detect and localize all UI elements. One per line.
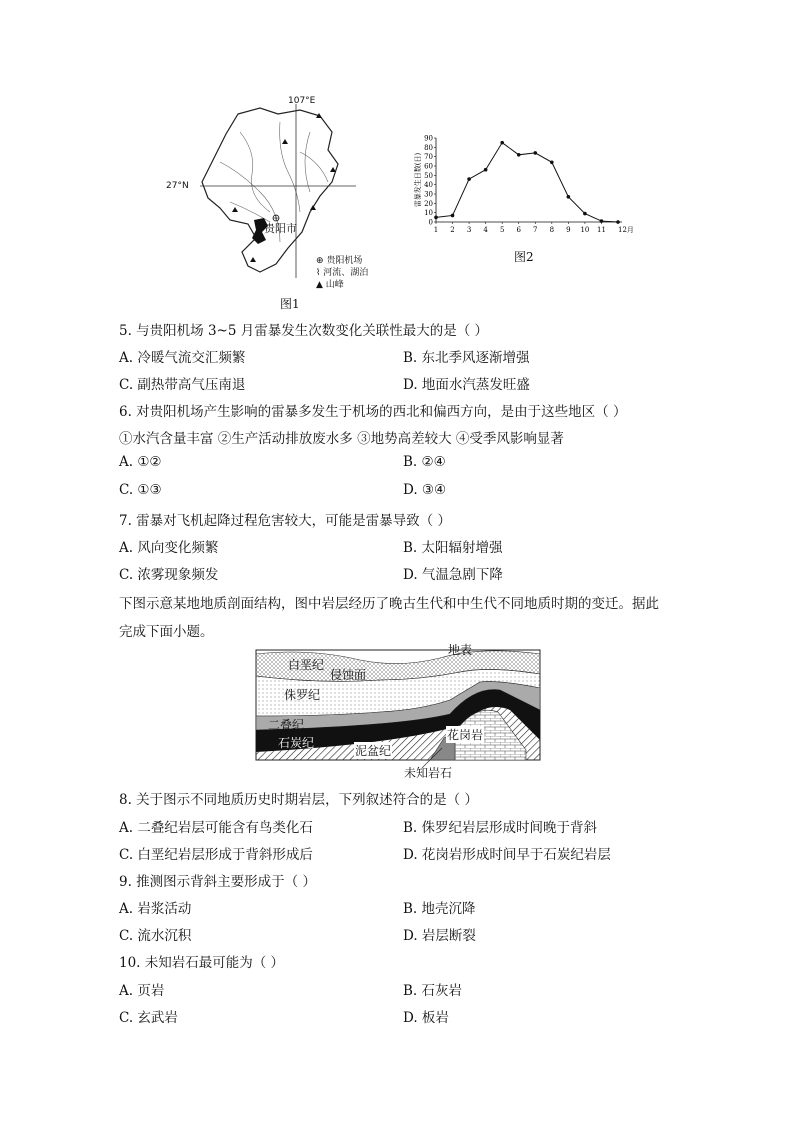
q10-stem: 10. 未知岩石最可能为（ ） (119, 955, 285, 971)
q8-option-c[interactable]: C. 白垩纪岩层形成于背斜形成后 (119, 847, 313, 863)
q9-option-a[interactable]: A. 岩浆活动 (119, 901, 192, 917)
x-tick-label: 4 (483, 226, 488, 234)
figure2-chart (396, 130, 646, 270)
q8-option-a[interactable]: A. 二叠纪岩层可能含有鸟类化石 (119, 820, 313, 836)
q5-option-c[interactable]: C. 副热带高气压南退 (119, 377, 246, 393)
lon-label: 107°E (288, 96, 316, 106)
data-point (517, 153, 521, 157)
q6-stem: 6. 对贵阳机场产生影响的雷暴多发生于机场的西北和偏西方向，是由于这些地区（ ） (119, 404, 627, 420)
intro-line-1: 下图示意某地地质剖面结构，图中岩层经历了晚古生代和中生代不同地质时期的变迁。据此 (119, 596, 659, 612)
data-point (533, 151, 537, 155)
legend-airport: ⊕ 贵阳机场 (316, 256, 363, 266)
q7-option-b[interactable]: B. 太阳辐射增强 (403, 540, 503, 556)
q6-option-b[interactable]: B. ②④ (403, 454, 446, 470)
q5-option-a[interactable]: A. 冷暖气流交汇频繁 (119, 350, 246, 366)
peak-icons (232, 113, 336, 262)
chart-svg (396, 130, 646, 242)
y-tick-label: 40 (424, 181, 433, 190)
x-tick-label: 3 (466, 226, 472, 234)
legend-peak-label: 山峰 (325, 280, 344, 290)
y-axis-label: 雷暴发生日数(日) (414, 152, 422, 208)
q6-note: ①水汽含量丰富 ②生产活动排放废水多 ③地势高差较大 ④受季风影响显著 (119, 431, 564, 447)
q6-option-d[interactable]: D. ③④ (403, 482, 447, 498)
q8-option-d[interactable]: D. 花岗岩形成时间早于石炭纪岩层 (403, 847, 611, 863)
q10-option-d[interactable]: D. 板岩 (403, 1010, 449, 1026)
lat-label: 27°N (166, 181, 189, 191)
legend-river: ⌇ 河流、湖泊 (316, 268, 369, 278)
q10-option-b[interactable]: B. 石灰岩 (403, 983, 463, 999)
x-tick-label: 2 (450, 226, 455, 234)
figure2-caption: 图2 (514, 250, 534, 264)
label-jurassic: 侏罗纪 (284, 688, 321, 702)
x-tick-label: 12月 (618, 226, 634, 234)
q7-option-d[interactable]: D. 气温急剧下降 (403, 567, 503, 583)
y-tick-label: 20 (424, 199, 433, 208)
region-outline (202, 108, 338, 272)
x-tick-label: 1 (433, 226, 439, 234)
q9-stem: 9. 推测图示背斜主要形成于（ ） (119, 874, 316, 890)
x-tick-label: 10 (580, 226, 590, 234)
q8-stem: 8. 关于图示不同地质历史时期岩层，下列叙述符合的是（ ） (119, 792, 478, 808)
q5-stem: 5. 与贵阳机场 3~5 月雷暴发生次数变化关联性最大的是（ ） (119, 323, 489, 339)
y-tick-label: 30 (424, 190, 433, 199)
x-tick-label: 8 (549, 226, 555, 234)
data-point (567, 195, 571, 199)
data-point (451, 214, 455, 218)
label-permian: 二叠纪 (268, 718, 305, 732)
q6-option-a[interactable]: A. ①② (119, 454, 162, 470)
q7-option-c[interactable]: C. 浓雾现象频发 (119, 567, 219, 583)
map-legend (316, 255, 368, 291)
label-erosion: 侵蚀面 (330, 668, 367, 682)
q6-option-c[interactable]: C. ①③ (119, 482, 162, 498)
label-surface: 地表 (448, 643, 473, 657)
y-tick-label: 10 (424, 209, 433, 218)
label-granite: 花岗岩 (447, 728, 484, 742)
x-tick-label: 7 (533, 226, 538, 234)
label-unknown: 未知岩石 (404, 766, 453, 780)
q7-stem: 7. 雷暴对飞机起降过程危害较大，可能是雷暴导致（ ） (119, 513, 451, 529)
q9-option-c[interactable]: C. 流水沉积 (119, 928, 192, 944)
y-tick-label: 70 (424, 153, 433, 162)
data-point (616, 220, 620, 224)
series-line (436, 143, 618, 222)
data-point (583, 212, 587, 216)
q5-option-b[interactable]: B. 东北季风逐渐增强 (403, 350, 530, 366)
data-point (500, 141, 504, 145)
y-tick-label: 50 (424, 171, 433, 180)
data-point (600, 219, 604, 223)
legend-peak: ▲ 山峰 (316, 280, 344, 290)
q9-option-b[interactable]: B. 地壳沉降 (403, 901, 476, 917)
city-label: 贵阳市 (264, 222, 297, 235)
figure3-section (250, 640, 550, 780)
q10-option-c[interactable]: C. 玄武岩 (119, 1010, 178, 1026)
x-tick-label: 11 (596, 226, 606, 234)
q7-option-a[interactable]: A. 风向变化频繁 (119, 540, 219, 556)
x-tick-label: 9 (566, 226, 571, 234)
label-cretaceous: 白垩纪 (288, 658, 325, 672)
data-point (434, 216, 438, 220)
x-tick-label: 5 (499, 226, 505, 234)
label-devonian: 泥盆纪 (355, 744, 392, 758)
legend-airport-label: 贵阳机场 (326, 256, 363, 266)
q8-option-b[interactable]: B. 侏罗纪岩层形成时间晚于背斜 (403, 820, 598, 836)
x-tick-label: 6 (516, 226, 521, 234)
y-tick-label: 80 (424, 143, 433, 152)
y-tick-label: 60 (424, 162, 433, 171)
label-carboniferous: 石炭纪 (278, 736, 315, 750)
y-tick-label: 0 (428, 218, 433, 227)
q5-option-d[interactable]: D. 地面水汽蒸发旺盛 (403, 377, 530, 393)
data-point (484, 168, 488, 172)
q10-option-a[interactable]: A. 页岩 (119, 983, 165, 999)
data-point (467, 177, 471, 181)
intro-line-2: 完成下面小题。 (119, 624, 214, 640)
y-tick-label: 90 (424, 134, 433, 143)
q9-option-d[interactable]: D. 岩层断裂 (403, 928, 476, 944)
figure1-map (160, 92, 370, 312)
data-point (550, 160, 554, 164)
legend-river-label: 河流、湖泊 (323, 268, 369, 278)
figure1-caption: 图1 (280, 297, 300, 311)
